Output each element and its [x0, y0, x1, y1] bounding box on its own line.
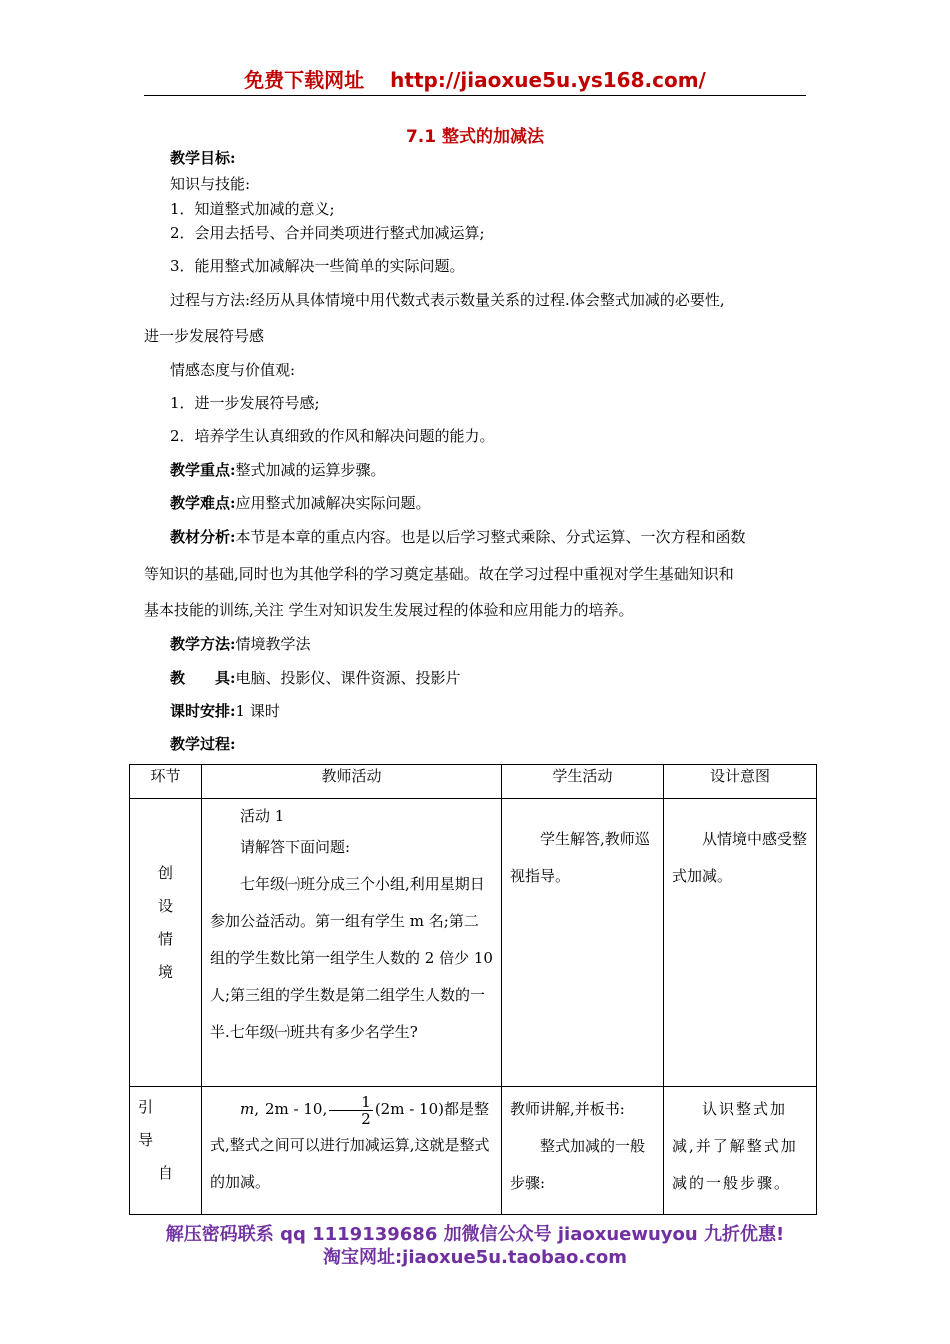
expr-suffix: 都是整: [443, 1100, 489, 1118]
knowledge-item-2: 2．会用去括号、合并同类项进行整式加减运算;: [170, 224, 485, 242]
emotion-item-2: 2．培养学生认真细致的作风和解决问题的能力。: [170, 427, 495, 445]
teacher-activity-cell: [202, 1087, 502, 1215]
knowledge-item-3: 3．能用整式加减解决一些简单的实际问题。: [170, 257, 465, 275]
teacher-explanation: 式,整式之间可以进行加减运算,这就是整式的加减。: [210, 1136, 490, 1191]
key-point-label: 教学重点:: [170, 461, 236, 479]
fraction-half: [329, 1094, 373, 1127]
method-text: 情境教学法: [235, 635, 311, 653]
student-activity-cell: [502, 1087, 664, 1215]
page-title: 7.1 整式的加减法: [405, 127, 545, 147]
header-cell-stage: 环节: [130, 765, 202, 799]
activity-problem: 七年级㈠班分成三个小组,利用星期日参加公益活动。第一组有学生 m 名;第二组的学生数比第一组学生人数的 2 倍少 10 人;第三组的学生数是第二组学生人数的一半.七年级㈠班共有多少名学生?: [210, 875, 493, 1041]
lesson-table: [129, 764, 817, 1215]
difficulty: [170, 493, 431, 513]
expr-2m-10: 2m - 10: [265, 1100, 323, 1118]
knowledge-item-1: 1．知道整式加减的意义;: [170, 200, 335, 218]
activity-prompt: 请解答下面问题:: [240, 838, 351, 856]
student-activity-cell: [502, 799, 664, 1087]
footer-contact: 解压密码联系 qq 1119139686 加微信公众号 jiaoxuewuyou 九折优惠!: [165, 1224, 785, 1245]
analysis-text-1: 本节是本章的重点内容。也是以后学习整式乘除、分式运算、一次方程和函数: [235, 528, 746, 546]
analysis-line-2: 等知识的基础,同时也为其他学科的学习奠定基础。故在学习过程中重视对学生基础知识和: [144, 565, 734, 583]
schedule-label: 课时安排:: [170, 702, 236, 720]
method: [170, 634, 311, 654]
tools-text: 电脑、投影仪、课件资源、投影片: [235, 669, 461, 687]
fraction-numerator: 1: [329, 1094, 373, 1111]
knowledge-heading: 知识与技能:: [170, 175, 251, 193]
expression-line: m, 2m - 10, $\frac{1}{2}$ (2m - 10)都是整: [240, 1092, 489, 1128]
objectives-heading: 教学目标:: [170, 149, 236, 167]
process-heading: 教学过程:: [170, 735, 236, 753]
table-row: [130, 799, 817, 1087]
design-intent-text: 认识整式加减,并了解整式加减的一般步骤。: [672, 1100, 798, 1192]
key-point: [170, 460, 386, 480]
teacher-activity-cell: [202, 799, 502, 1087]
header-url-link[interactable]: http://jiaoxue5u.ys168.com/: [390, 68, 706, 92]
stage-char: 情: [157, 930, 173, 948]
student-activity-line-2: 整式加减的一般步骤:: [510, 1137, 646, 1192]
stage-cell-create-scene: [130, 799, 202, 1087]
stage-char: 自: [157, 1164, 173, 1182]
header-divider: [144, 95, 806, 96]
expr-paren: (2m - 10): [374, 1100, 444, 1118]
stage-char: 导: [138, 1131, 154, 1149]
difficulty-text: 应用整式加减解决实际问题。: [235, 494, 431, 512]
table-row: [130, 1087, 817, 1215]
key-point-text: 整式加减的运算步骤。: [235, 461, 386, 479]
process-method-line-2: 进一步发展符号感: [144, 327, 265, 345]
method-label: 教学方法:: [170, 635, 236, 653]
footer-taobao-link[interactable]: 淘宝网址:jiaoxue5u.taobao.com: [322, 1247, 627, 1268]
emotion-item-1: 1．进一步发展符号感;: [170, 394, 320, 412]
schedule-text: 1 课时: [235, 702, 280, 720]
tools: [170, 668, 461, 688]
difficulty-label: 教学难点:: [170, 494, 236, 512]
header-cell-intent: 设计意图: [664, 765, 817, 799]
stage-char: 设: [157, 897, 173, 915]
fraction-denominator: 2: [361, 1109, 371, 1128]
header-cell-student: 学生活动: [502, 765, 664, 799]
expr-m: m: [240, 1100, 255, 1118]
header-label: 免费下载网址: [244, 68, 365, 92]
stage-cell-guide: [130, 1087, 202, 1215]
analysis-line-3: 基本技能的训练,关注 学生对知识发生发展过程的体验和应用能力的培养。: [144, 601, 634, 619]
schedule: [170, 701, 280, 721]
stage-char: 境: [157, 963, 173, 981]
stage-char: 引: [138, 1098, 154, 1116]
table-header-row: [130, 765, 817, 799]
analysis-line-1: [170, 527, 746, 547]
stage-char: 创: [157, 864, 173, 882]
analysis-label: 教材分析:: [170, 528, 236, 546]
student-activity-text: 学生解答,教师巡视指导。: [510, 830, 650, 885]
design-intent-cell: [664, 799, 817, 1087]
emotion-heading: 情感态度与价值观:: [170, 361, 296, 379]
design-intent-cell: [664, 1087, 817, 1215]
design-intent-text: 从情境中感受整式加减。: [672, 830, 808, 885]
activity-label: 活动 1: [240, 807, 285, 825]
tools-label: 教 具:: [170, 669, 236, 687]
header-cell-teacher: 教师活动: [202, 765, 502, 799]
process-method-line-1: 过程与方法:经历从具体情境中用代数式表示数量关系的过程.体会整式加减的必要性,: [170, 291, 725, 309]
student-activity-line-1: 教师讲解,并板书:: [510, 1100, 625, 1118]
header-banner: [144, 66, 806, 94]
